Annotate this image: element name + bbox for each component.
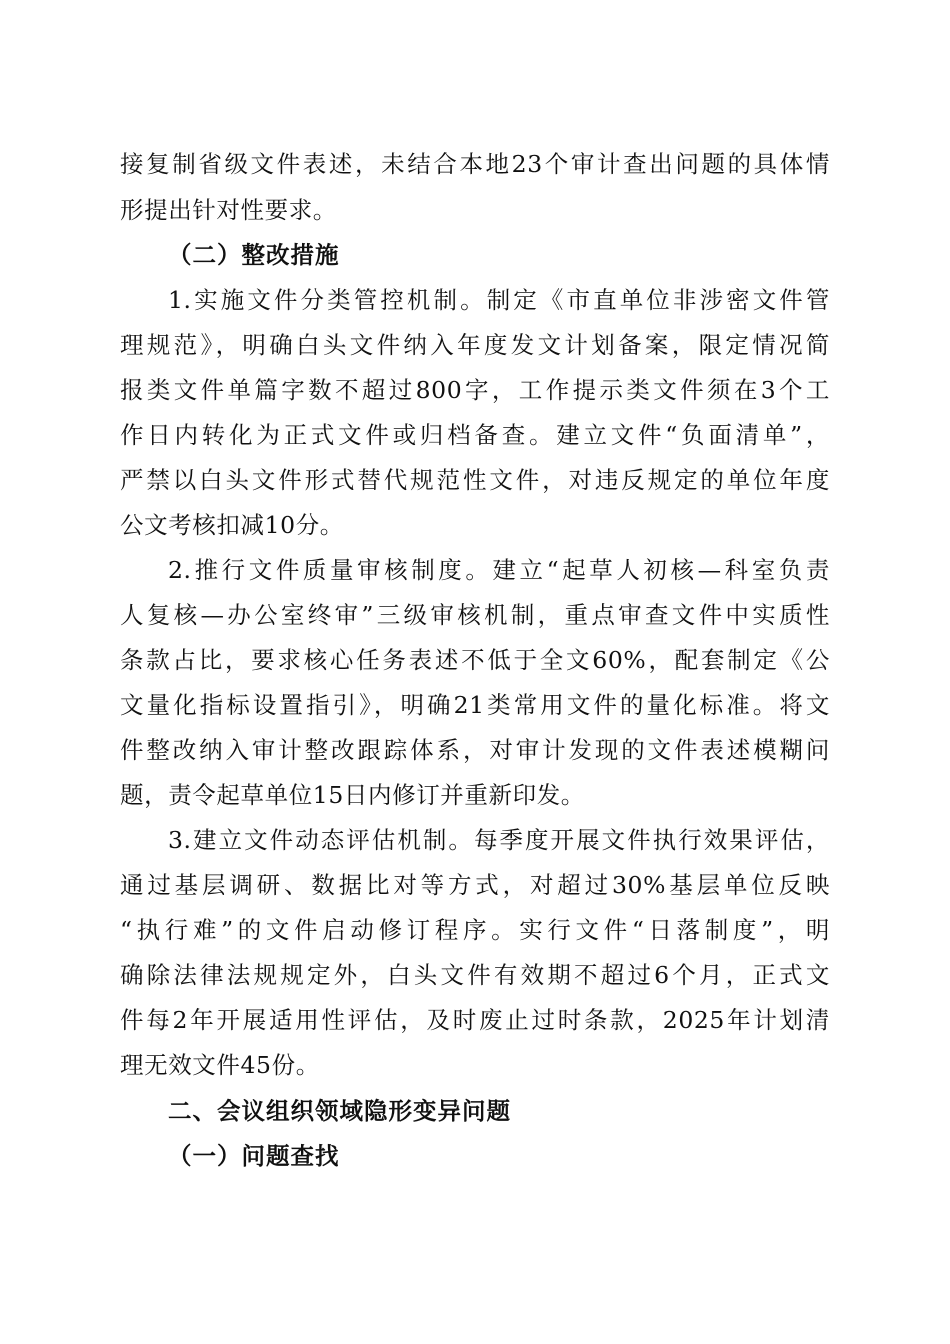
paragraph-line: 严禁以白头文件形式替代规范性文件，对违反规定的单位年度 bbox=[120, 466, 830, 494]
paragraph-line: 人复核—办公室终审”三级审核机制，重点审查文件中实质性 bbox=[120, 601, 830, 629]
paragraph-line: 3.建立文件动态评估机制。每季度开展文件执行效果评估， bbox=[168, 826, 830, 854]
paragraph-line: 接复制省级文件表述，未结合本地23个审计查出问题的具体情 bbox=[120, 150, 830, 178]
paragraph-line: 理无效文件45份。 bbox=[120, 1051, 320, 1079]
paragraph-line: 公文考核扣减10分。 bbox=[120, 511, 344, 539]
section-heading-1: 二、会议组织领域隐形变异问题 bbox=[168, 1097, 511, 1125]
paragraph-line: 通过基层调研、数据比对等方式，对超过30%基层单位反映 bbox=[120, 871, 830, 899]
section-heading-2: （二）整改措施 bbox=[168, 241, 340, 269]
section-heading-2: （一）问题查找 bbox=[168, 1142, 340, 1170]
paragraph-line: 件每2年开展适用性评估，及时废止过时条款，2025年计划清 bbox=[120, 1006, 830, 1034]
paragraph-line: 件整改纳入审计整改跟踪体系，对审计发现的文件表述模糊问 bbox=[120, 736, 830, 764]
paragraph-line: 理规范》，明确白头文件纳入年度发文计划备案，限定情况简 bbox=[120, 331, 830, 359]
paragraph-line: 2.推行文件质量审核制度。建立“起草人初核—科室负责 bbox=[168, 556, 830, 584]
paragraph-line: 文量化指标设置指引》，明确21类常用文件的量化标准。将文 bbox=[120, 691, 830, 719]
paragraph-line: 题，责令起草单位15日内修订并重新印发。 bbox=[120, 781, 585, 809]
paragraph-line: 条款占比，要求核心任务表述不低于全文60%，配套制定《公 bbox=[120, 646, 830, 674]
paragraph-line: 形提出针对性要求。 bbox=[120, 196, 337, 224]
paragraph-line: 确除法律法规规定外，白头文件有效期不超过6个月，正式文 bbox=[120, 961, 830, 989]
paragraph-line: “执行难”的文件启动修订程序。实行文件“日落制度”，明 bbox=[120, 916, 830, 944]
paragraph-line: 1.实施文件分类管控机制。制定《市直单位非涉密文件管 bbox=[168, 286, 830, 314]
paragraph-line: 作日内转化为正式文件或归档备查。建立文件“负面清单”， bbox=[120, 421, 830, 449]
paragraph-line: 报类文件单篇字数不超过800字，工作提示类文件须在3个工 bbox=[120, 376, 830, 404]
